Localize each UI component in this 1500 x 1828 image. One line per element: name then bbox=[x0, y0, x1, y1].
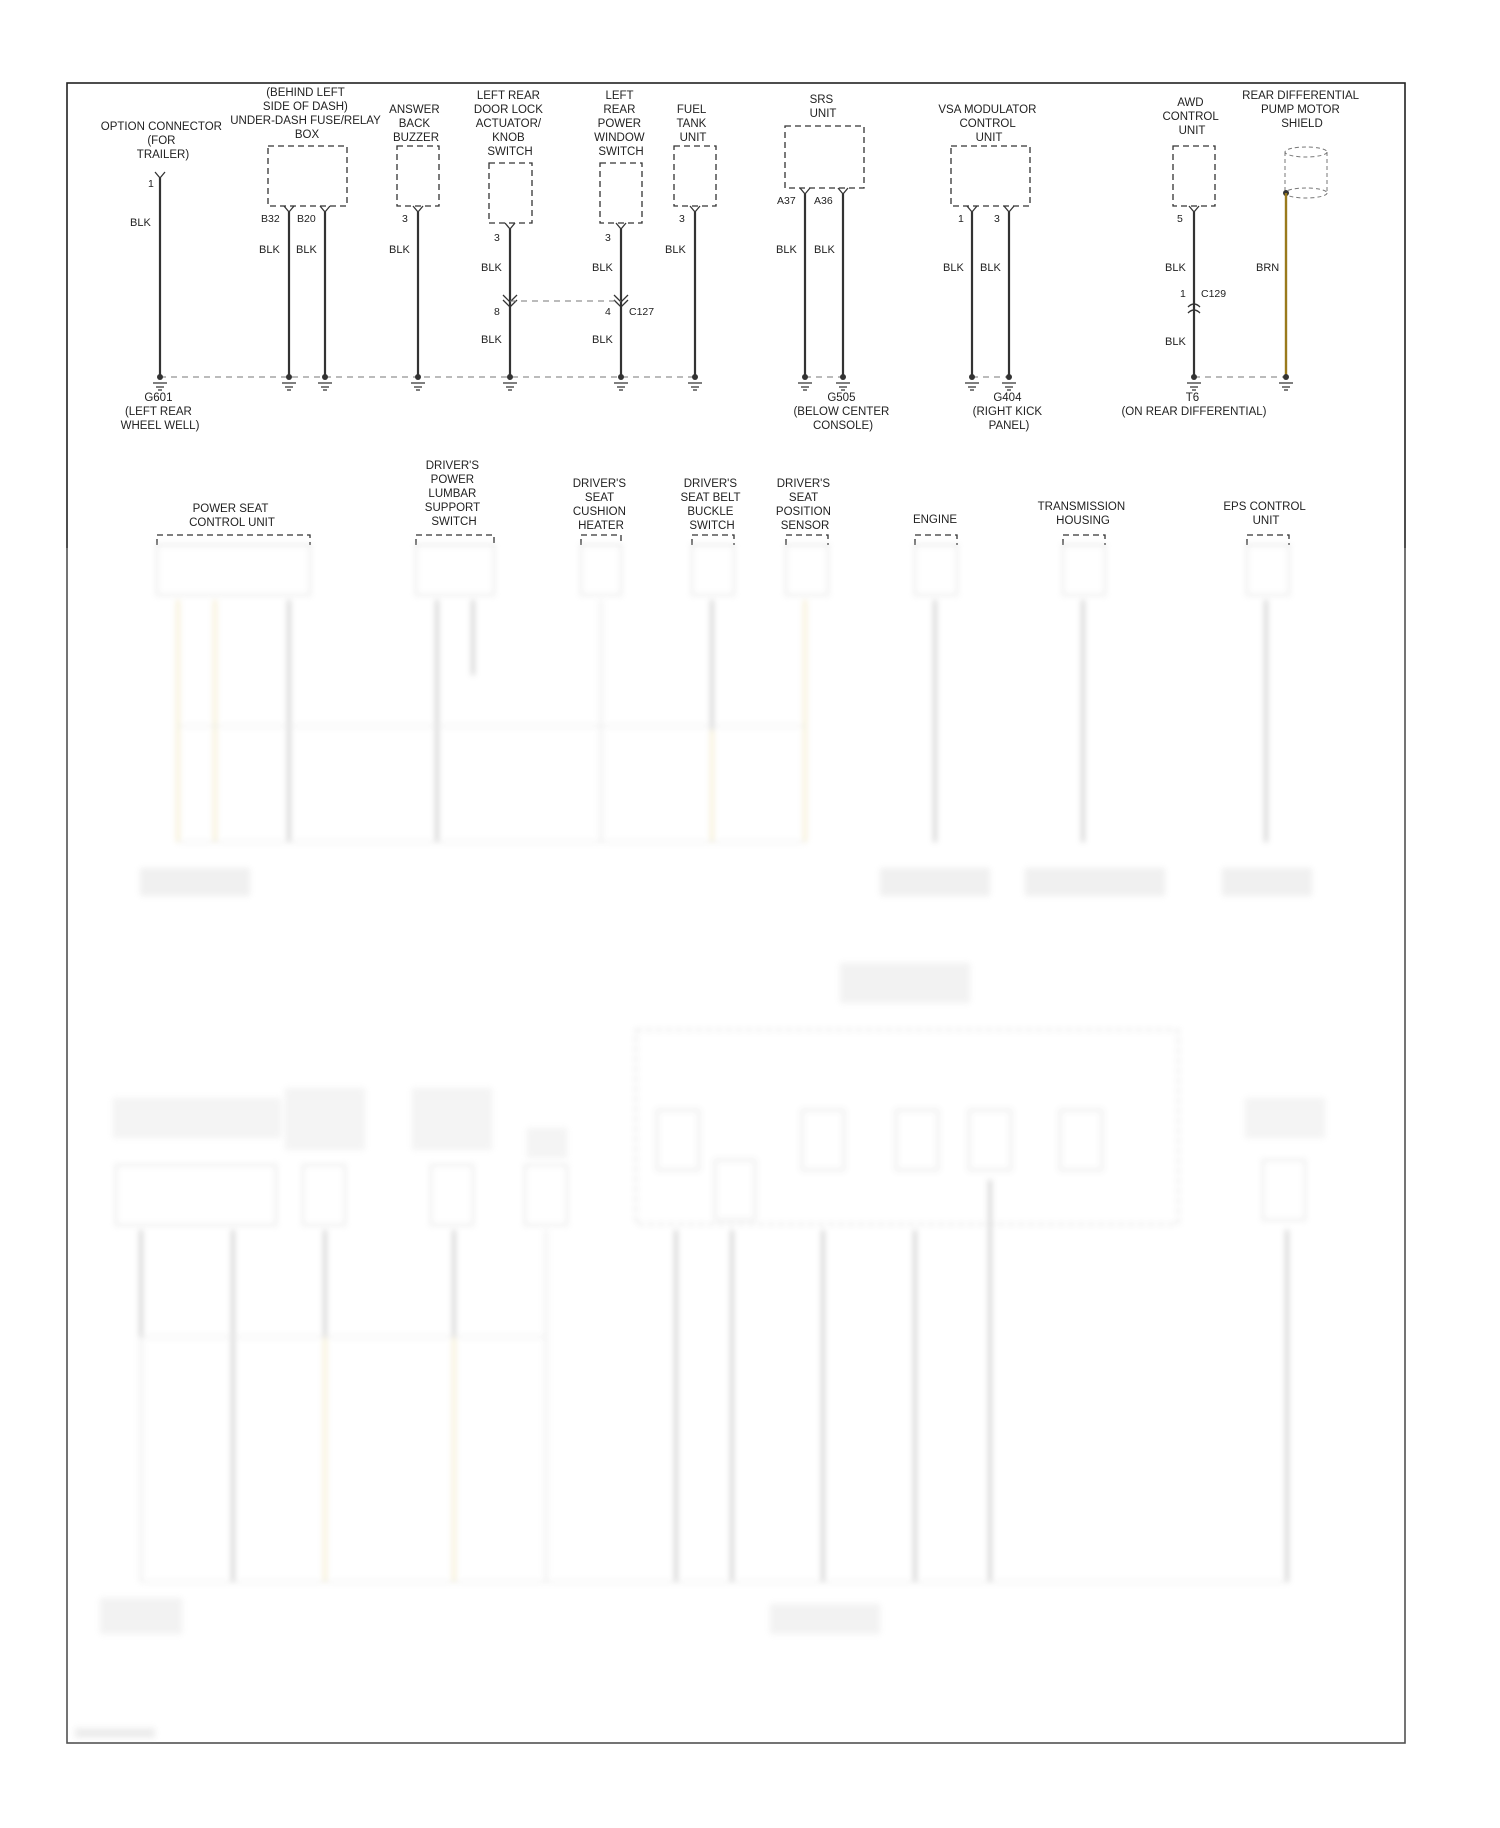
srs-unit-label: SRS UNIT bbox=[809, 94, 837, 120]
fuse-relay-box-label: (BEHIND LEFT SIDE OF DASH) UNDER-DASH FUSE/RELAY BOX bbox=[230, 87, 381, 141]
eps-box-top bbox=[1247, 535, 1289, 545]
ground-symbol bbox=[318, 374, 332, 390]
vsa-unit-pin-3: 3 bbox=[994, 213, 1000, 225]
fuel-tank-unit-wire-color: BLK bbox=[665, 244, 686, 256]
awd-unit-label: AWD CONTROL UNIT bbox=[1162, 97, 1219, 137]
seat-belt-buckle-switch-label: DRIVER'S SEAT BELT BUCKLE SWITCH bbox=[680, 478, 741, 532]
obscured-diagram-preview bbox=[75, 545, 1325, 1738]
awd-unit-pin: 5 bbox=[1177, 213, 1183, 225]
fuse-relay-box-terminal-b20 bbox=[320, 206, 330, 212]
fuse-relay-box-terminal-b32 bbox=[284, 206, 294, 212]
ground-symbol bbox=[1187, 374, 1201, 390]
ground-symbol bbox=[1279, 374, 1293, 390]
power-window-switch-terminal bbox=[616, 223, 626, 229]
vsa-unit-pin-1: 1 bbox=[958, 213, 964, 225]
awd-unit-wire-color-top: BLK bbox=[1165, 262, 1186, 274]
ground-symbol bbox=[614, 374, 628, 390]
door-lock-switch-wire-color-bottom: BLK bbox=[481, 334, 502, 346]
position-sensor-box-top bbox=[786, 535, 828, 545]
door-lock-switch-terminal bbox=[505, 223, 515, 229]
ground-symbol bbox=[1002, 374, 1016, 390]
under-dash-fuse-relay-box bbox=[230, 87, 384, 377]
g404-ground-label: G404 (RIGHT KICK PANEL) bbox=[972, 392, 1043, 432]
power-window-switch-outline bbox=[600, 163, 642, 223]
power-seat-control-unit-box-top bbox=[157, 535, 310, 545]
g505-ground-label: G505 (BELOW CENTER CONSOLE) bbox=[793, 392, 890, 432]
eps-control-unit-label: EPS CONTROL UNIT bbox=[1223, 501, 1306, 527]
srs-unit-pin-a36: A36 bbox=[814, 195, 833, 207]
vsa-unit-wire-color-1: BLK bbox=[943, 262, 964, 274]
ground-symbol bbox=[153, 374, 167, 390]
srs-unit-terminal-a37 bbox=[800, 188, 810, 194]
c127-connector-label: C127 bbox=[629, 306, 655, 318]
srs-unit-pin-a37: A37 bbox=[777, 195, 796, 207]
srs-unit-outline bbox=[785, 126, 864, 188]
buckle-switch-box-top bbox=[692, 535, 734, 545]
ground-symbol bbox=[503, 374, 517, 390]
t6-ground-label: T6 (ON REAR DIFFERENTIAL) bbox=[1121, 392, 1267, 418]
lumbar-switch-box-top bbox=[416, 535, 494, 545]
pump-shield-label: REAR DIFFERENTIAL PUMP MOTOR SHIELD bbox=[1242, 90, 1359, 130]
engine-box-top bbox=[915, 535, 957, 545]
srs-unit bbox=[776, 94, 864, 377]
fuel-tank-unit-terminal bbox=[690, 206, 700, 212]
rear-differential-pump-motor-shield bbox=[1242, 90, 1362, 377]
option-connector-label: OPTION CONNECTOR (FOR TRAILER) bbox=[100, 121, 222, 161]
cushion-heater-box-top bbox=[581, 535, 621, 545]
option-connector-terminal bbox=[155, 172, 165, 178]
fuse-relay-box-pin-b32: B32 bbox=[261, 213, 280, 225]
c129-connector-label: C129 bbox=[1201, 288, 1227, 300]
shield-cylinder-icon bbox=[1285, 147, 1327, 198]
fuse-relay-box-outline bbox=[268, 146, 347, 206]
fuel-tank-unit-outline bbox=[674, 146, 716, 206]
awd-unit-terminal bbox=[1189, 206, 1199, 212]
door-lock-switch-label: LEFT REAR DOOR LOCK ACTUATOR/ KNOB SWITCH bbox=[473, 90, 543, 158]
seat-cushion-heater-label: DRIVER'S SEAT CUSHION HEATER bbox=[572, 478, 627, 532]
vsa-modulator-control-unit bbox=[938, 104, 1039, 377]
power-window-switch-label: LEFT REAR POWER WINDOW SWITCH bbox=[594, 90, 645, 158]
answer-back-buzzer bbox=[389, 104, 443, 377]
answer-back-buzzer-pin: 3 bbox=[402, 213, 408, 225]
ground-symbol bbox=[282, 374, 296, 390]
vsa-unit-wire-color-3: BLK bbox=[980, 262, 1001, 274]
srs-unit-wire-color-a37: BLK bbox=[776, 244, 797, 256]
fuel-tank-unit-label: FUEL TANK UNIT bbox=[676, 104, 707, 144]
vsa-unit-outline bbox=[951, 146, 1030, 206]
door-lock-switch-outline bbox=[489, 163, 532, 223]
power-lumbar-switch-label: DRIVER'S POWER LUMBAR SUPPORT SWITCH bbox=[424, 460, 480, 528]
power-window-switch-wire-color-top: BLK bbox=[592, 262, 613, 274]
srs-unit-wire-color-a36: BLK bbox=[814, 244, 835, 256]
door-lock-switch-wire-color-top: BLK bbox=[481, 262, 502, 274]
middle-component-labels bbox=[157, 460, 1309, 545]
vsa-unit-terminal-3 bbox=[1004, 206, 1014, 212]
power-window-switch-connector-pin: 4 bbox=[605, 306, 611, 318]
transmission-box-top bbox=[1063, 535, 1105, 545]
power-window-switch-pin: 3 bbox=[605, 232, 611, 244]
ground-symbols bbox=[153, 374, 1293, 390]
awd-unit-outline bbox=[1173, 146, 1215, 206]
srs-unit-terminal-a36 bbox=[838, 188, 848, 194]
answer-back-buzzer-label: ANSWER BACK BUZZER bbox=[389, 104, 440, 144]
option-connector-wire-color: BLK bbox=[130, 217, 151, 229]
g601-ground-label: G601 (LEFT REAR WHEEL WELL) bbox=[120, 392, 200, 432]
top-ground-circuits bbox=[101, 87, 1362, 432]
answer-back-buzzer-wire-color: BLK bbox=[389, 244, 410, 256]
vsa-unit-label: VSA MODULATOR CONTROL UNIT bbox=[938, 104, 1037, 144]
transmission-housing-label: TRANSMISSION HOUSING bbox=[1037, 501, 1126, 527]
awd-control-unit bbox=[1162, 97, 1226, 377]
option-connector bbox=[101, 121, 225, 377]
ground-symbol bbox=[688, 374, 702, 390]
fuse-relay-box-wire-color-b32: BLK bbox=[259, 244, 280, 256]
power-seat-control-unit-label: POWER SEAT CONTROL UNIT bbox=[189, 503, 275, 529]
power-window-switch-wire-color-bottom: BLK bbox=[592, 334, 613, 346]
option-connector-pin: 1 bbox=[148, 178, 154, 190]
engine-label: ENGINE bbox=[912, 514, 958, 526]
fuel-tank-unit bbox=[665, 104, 716, 377]
seat-position-sensor-label: DRIVER'S SEAT POSITION SENSOR bbox=[775, 478, 831, 532]
answer-back-buzzer-terminal bbox=[413, 206, 423, 212]
fuse-relay-box-wire-color-b20: BLK bbox=[296, 244, 317, 256]
awd-unit-connector-pin: 1 bbox=[1180, 288, 1186, 300]
door-lock-knob-switch bbox=[474, 90, 546, 377]
fuel-tank-unit-pin: 3 bbox=[679, 213, 685, 225]
ground-symbol bbox=[836, 374, 850, 390]
answer-back-buzzer-outline bbox=[397, 146, 439, 206]
ground-symbol bbox=[965, 374, 979, 390]
vsa-unit-terminal-1 bbox=[967, 206, 977, 212]
ground-symbol bbox=[798, 374, 812, 390]
pump-shield-wire-color: BRN bbox=[1256, 262, 1280, 274]
door-lock-switch-connector-pin: 8 bbox=[494, 306, 500, 318]
ground-symbol bbox=[411, 374, 425, 390]
power-window-switch bbox=[510, 90, 654, 377]
fuse-relay-box-pin-b20: B20 bbox=[297, 213, 316, 225]
door-lock-switch-pin: 3 bbox=[494, 232, 500, 244]
diagram-frame bbox=[67, 83, 1405, 1743]
awd-unit-wire-color-bottom: BLK bbox=[1165, 336, 1186, 348]
